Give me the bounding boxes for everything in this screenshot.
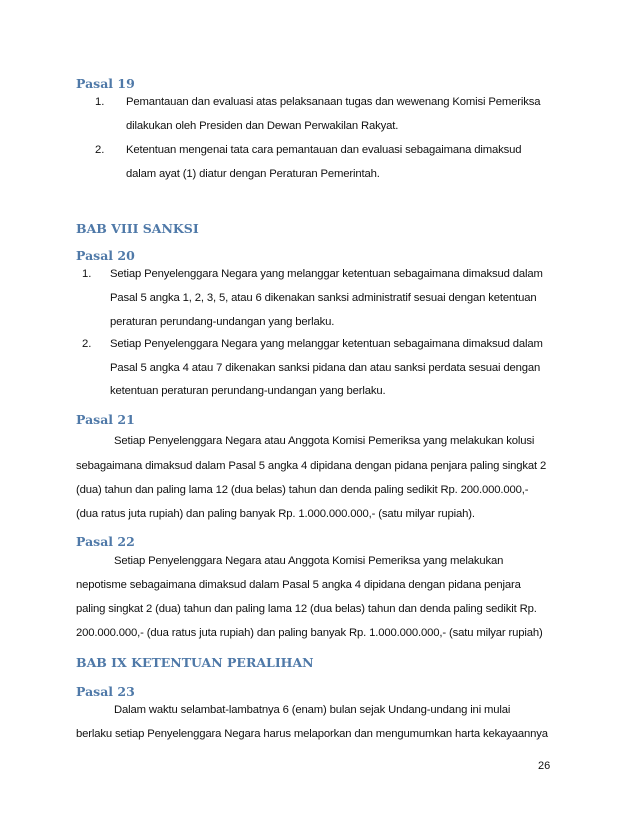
pasal-22-line-1: Setiap Penyelenggara Negara atau Anggota Komisi Pemeriksa yang melakukan <box>114 555 504 567</box>
pasal-19-item-2-line-2: dalam ayat (1) diatur dengan Peraturan Pemerintah. <box>126 168 380 180</box>
pasal-22-heading: Pasal 22 <box>76 534 135 549</box>
pasal-23-heading: Pasal 23 <box>76 684 135 699</box>
pasal-23-line-1: Dalam waktu selambat-lambatnya 6 (enam) bulan sejak Undang-undang ini mulai <box>114 704 511 716</box>
pasal-19-item-2-number: 2. <box>95 144 105 156</box>
pasal-20-item-1-number: 1. <box>82 268 92 280</box>
pasal-19-item-1-line-2: dilakukan oleh Presiden dan Dewan Perwakilan Rakyat. <box>126 120 399 132</box>
pasal-20-item-2-line-2: Pasal 5 angka 4 atau 7 dikenakan sanksi pidana dan atau sanksi perdata sesuai dengan <box>110 362 541 374</box>
pasal-21-line-1: Setiap Penyelenggara Negara atau Anggota Komisi Pemeriksa yang melakukan kolusi <box>114 435 535 447</box>
pasal-22-line-3: paling singkat 2 (dua) tahun dan paling lama 12 (dua belas) tahun dan denda paling sedikit Rp. <box>76 603 537 615</box>
pasal-19-item-1-number: 1. <box>95 96 105 108</box>
pasal-20-item-1-line-2: Pasal 5 angka 1, 2, 3, 5, atau 6 dikenakan sanksi administratif sesuai dengan ketentuan <box>110 292 537 304</box>
pasal-20-item-1-line-3: peraturan perundang-undangan yang berlaku. <box>110 316 335 328</box>
pasal-20-item-2-line-3: ketentuan peraturan perundang-undangan yang berlaku. <box>110 385 386 397</box>
pasal-21-line-2: sebagaimana dimaksud dalam Pasal 5 angka 4 dipidana dengan pidana penjara paling singkat 2 <box>76 460 547 472</box>
pasal-21-line-3: (dua) tahun dan paling lama 12 (dua belas) tahun dan denda paling sedikit Rp. 200.000.000,- <box>76 484 529 496</box>
pasal-19-item-1-line-1: Pemantauan dan evaluasi atas pelaksanaan tugas dan wewenang Komisi Pemeriksa <box>126 96 541 108</box>
pasal-21-heading: Pasal 21 <box>76 412 135 427</box>
page-number: 26 <box>538 760 551 772</box>
pasal-22-line-4: 200.000.000,- (dua ratus juta rupiah) dan paling banyak Rp. 1.000.000.000,- (satu milyar rupiah) <box>76 627 543 639</box>
pasal-20-item-2-line-1: Setiap Penyelenggara Negara yang melanggar ketentuan sebagaimana dimaksud dalam <box>110 338 543 350</box>
pasal-20-heading: Pasal 20 <box>76 248 135 263</box>
bab-8-heading: BAB VIII SANKSI <box>76 221 199 236</box>
pasal-19-item-2-line-1: Ketentuan mengenai tata cara pemantauan dan evaluasi sebagaimana dimaksud <box>126 144 522 156</box>
pasal-22-line-2: nepotisme sebagaimana dimaksud dalam Pasal 5 angka 4 dipidana dengan pidana penjara <box>76 579 521 591</box>
pasal-19-heading: Pasal 19 <box>76 76 135 91</box>
pasal-23-line-2: berlaku setiap Penyelenggara Negara harus melaporkan dan mengumumkan harta kekayaannya <box>76 728 548 740</box>
pasal-20-item-2-number: 2. <box>82 338 92 350</box>
bab-9-heading: BAB IX KETENTUAN PERALIHAN <box>76 655 314 670</box>
pasal-21-line-4: (dua ratus juta rupiah) dan paling banyak Rp. 1.000.000.000,- (satu milyar rupiah). <box>76 508 475 520</box>
pasal-20-item-1-line-1: Setiap Penyelenggara Negara yang melanggar ketentuan sebagaimana dimaksud dalam <box>110 268 543 280</box>
